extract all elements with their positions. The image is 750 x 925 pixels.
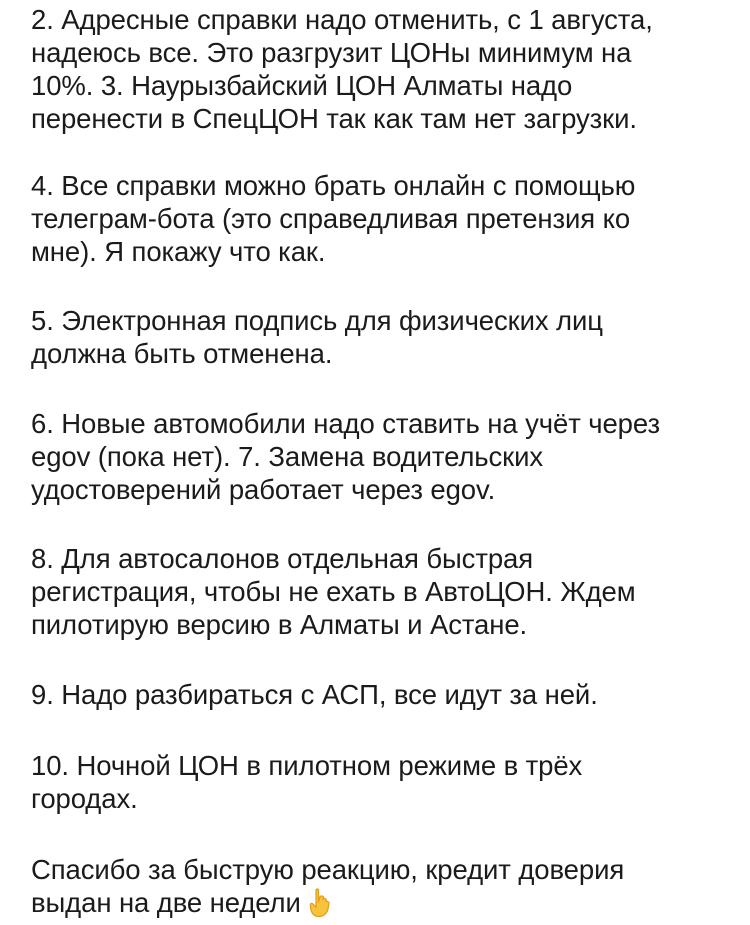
closing-text: Спасибо за быструю реакцию, кредит доверия выдан на две недели bbox=[31, 854, 625, 918]
paragraph-10: 10. Ночной ЦОН в пилотном режиме в трёх городах. bbox=[31, 750, 583, 814]
paragraph-5: 5. Электронная подпись для физических лиц должна быть отменена. bbox=[31, 305, 603, 369]
paragraph-6-7: 6. Новые автомобили надо ставить на учёт через egov (пока нет). 7. Замена водительских удостоверений работает через egov. bbox=[31, 408, 660, 505]
paragraph-9: 9. Надо разбираться с АСП, все идут за ней. bbox=[31, 679, 598, 710]
paragraph-8: 8. Для автосалонов отдельная быстрая регистрация, чтобы не ехать в АвтоЦОН. Ждем пилотирую версию в Алматы и Астане. bbox=[31, 543, 636, 640]
hand-pointing-down-icon bbox=[307, 888, 333, 918]
closing-paragraph bbox=[31, 853, 624, 919]
paragraph-2-3: 2. Адресные справки надо отменить, с 1 августа, надеюсь все. Это разгрузит ЦОНы минимум на 10%. 3. Наурызбайский ЦОН Алматы надо перенести в СпецЦОН так как там нет загрузки. bbox=[31, 4, 653, 134]
paragraph-4: 4. Все справки можно брать онлайн с помощью телеграм-бота (это справедливая претензия ко мне). Я покажу что как. bbox=[31, 170, 636, 267]
